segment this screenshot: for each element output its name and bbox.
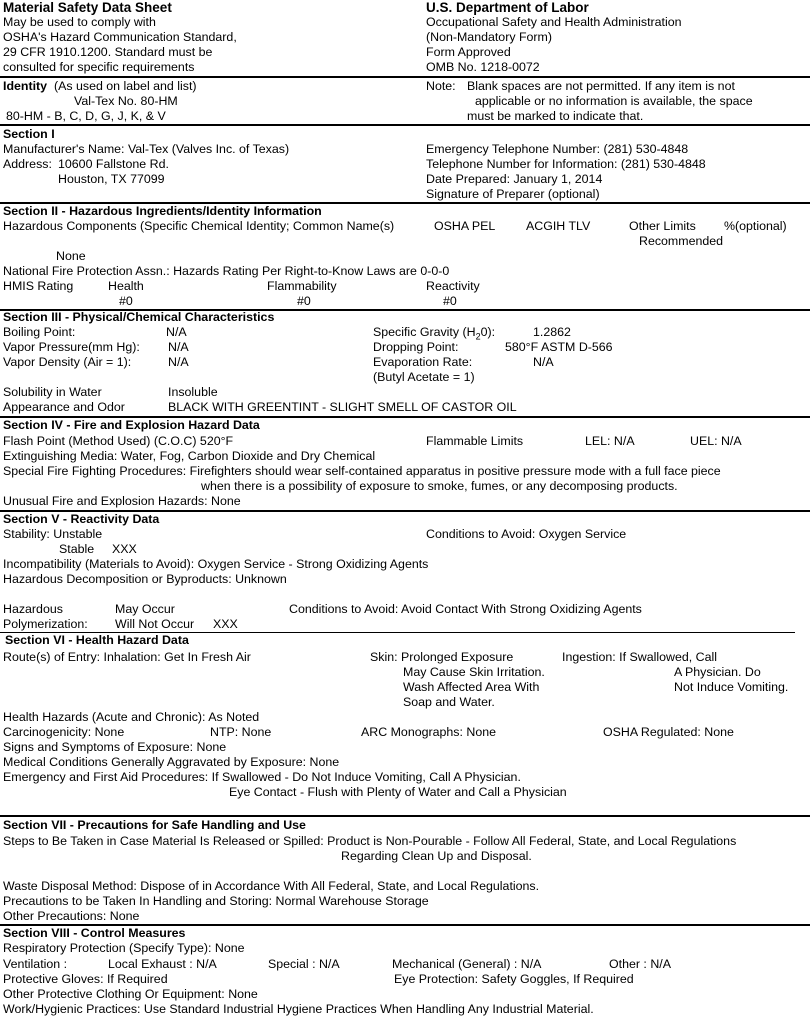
arc-monographs: ARC Monographs: None [361, 725, 496, 739]
vapor-pressure-label: Vapor Pressure(mm Hg): [3, 340, 140, 354]
note-line: applicable or no information is available, the space [475, 94, 753, 108]
protective-clothing: Other Protective Clothing Or Equipment: None [3, 987, 258, 1001]
identity-product: Val-Tex No. 80-HM [74, 94, 178, 108]
identity-label: Identity [3, 79, 48, 93]
incompatibility: Incompatibility (Materials to Avoid): Oxygen Service - Strong Oxidizing Agents [3, 557, 429, 571]
components-value: None [56, 249, 86, 263]
stability-conditions: Conditions to Avoid: Oxygen Service [426, 527, 627, 541]
date-prepared: Date Prepared: January 1, 2014 [426, 172, 603, 186]
header-left-line: OSHA's Hazard Communication Standard, [3, 30, 237, 44]
header-right-line: (Non-Mandatory Form) [426, 30, 552, 44]
hmis-label: HMIS Rating [3, 279, 74, 293]
hazardous-label: Hazardous [3, 602, 63, 616]
manufacturer-name: Manufacturer's Name: Val-Tex (Valves Inc. of Texas) [3, 142, 290, 156]
flammability-label: Flammability [267, 279, 337, 293]
identity-note: (As used on label and list) [53, 79, 197, 93]
address-label: Address: [3, 157, 52, 171]
section-2-title: Section II - Hazardous Ingredients/Identity Information [3, 204, 322, 218]
stable-mark: XXX [112, 542, 137, 556]
preparer-signature: Signature of Preparer (optional) [426, 187, 600, 201]
other-limits-heading: Other Limits [629, 219, 696, 233]
signs-symptoms: Signs and Symptoms of Exposure: None [3, 740, 227, 754]
dropping-point-label: Dropping Point: [373, 340, 459, 354]
vapor-density-label: Vapor Density (Air = 1): [3, 355, 132, 369]
identity-variants: 80-HM - B, C, D, G, J, K, & V [6, 109, 166, 123]
unusual-hazards: Unusual Fire and Explosion Hazards: None [3, 494, 241, 508]
identity-heading [3, 79, 197, 94]
reactivity-label: Reactivity [426, 279, 480, 293]
ventilation-label: Ventilation : [3, 957, 68, 971]
route-of-entry: Route(s) of Entry: Inhalation: Get In Fresh Air [3, 650, 251, 664]
health-value: #0 [119, 294, 133, 308]
other-limits-heading-2: Recommended [639, 234, 724, 248]
boiling-point-label: Boiling Point: [3, 325, 76, 339]
spill-steps-continued: Regarding Clean Up and Disposal. [341, 849, 532, 863]
section-6-title: Section VI - Health Hazard Data [5, 633, 189, 647]
info-phone: Telephone Number for Information: (281) 530-4848 [426, 157, 706, 171]
address-street: 10600 Fallstone Rd. [58, 157, 169, 171]
section-8-title: Section VIII - Control Measures [3, 926, 186, 940]
sg-label-text: Specific Gravity (H [373, 325, 476, 339]
vapor-density-value: N/A [168, 355, 189, 369]
sg-subscript: 2 [475, 331, 481, 342]
header-right-line: Form Approved [426, 45, 511, 59]
boiling-point-value: N/A [166, 325, 187, 339]
evaporation-rate-label: Evaporation Rate: [373, 355, 473, 369]
ntp: NTP: None [210, 725, 272, 739]
percent-heading: %(optional) [724, 219, 787, 233]
protective-gloves: Protective Gloves: If Required [3, 972, 168, 986]
note-line: must be marked to indicate that. [467, 109, 644, 123]
polymerization-conditions: Conditions to Avoid: Avoid Contact With Strong Oxidizing Agents [289, 602, 642, 616]
carcinogenicity: Carcinogenicity: None [3, 725, 125, 739]
first-aid-eye-contact: Eye Contact - Flush with Plenty of Water and Call a Physician [229, 785, 567, 799]
special-ventilation: Special : N/A [268, 957, 340, 971]
skin-line: Skin: Prolonged Exposure [370, 650, 514, 664]
solubility-value: Insoluble [168, 385, 218, 399]
health-hazards: Health Hazards (Acute and Chronic): As Noted [3, 710, 260, 724]
other-precautions: Other Precautions: None [3, 909, 140, 923]
extinguishing-media: Extinguishing Media: Water, Fog, Carbon Dioxide and Dry Chemical [3, 449, 376, 463]
section-3-title: Section III - Physical/Chemical Characteristics [3, 310, 275, 324]
divider [0, 815, 810, 817]
lel-value: LEL: N/A [585, 434, 635, 448]
divider [0, 124, 810, 126]
ingestion-line: A Physician. Do [674, 665, 761, 679]
medical-conditions: Medical Conditions Generally Aggravated by Exposure: None [3, 755, 340, 769]
polymerization-label: Polymerization: [3, 617, 88, 631]
will-not-occur-mark: XXX [213, 617, 238, 631]
evaporation-rate-reference: (Butyl Acetate = 1) [373, 370, 475, 384]
flammable-limits-label: Flammable Limits [426, 434, 524, 448]
header-right-line: OMB No. 1218-0072 [426, 60, 540, 74]
section-5-title: Section V - Reactivity Data [3, 512, 160, 526]
evaporation-rate-value: N/A [533, 355, 554, 369]
work-hygienic-practices: Work/Hygienic Practices: Use Standard Industrial Hygiene Practices When Handling Any Industrial Material. [3, 1002, 594, 1016]
components-heading: Hazardous Components (Specific Chemical Identity; Common Name(s) [3, 219, 395, 233]
agency-title: U.S. Department of Labor [426, 0, 589, 15]
note-line: Blank spaces are not permitted. If any item is not [467, 79, 735, 93]
header-left-line: 29 CFR 1910.1200. Standard must be [3, 45, 213, 59]
special-procedures: Special Fire Fighting Procedures: Firefighters should wear self-contained apparatus in positive pressure mode with a full face piece [3, 464, 721, 478]
waste-disposal: Waste Disposal Method: Dispose of in Accordance With All Federal, State, and Local Regulations. [3, 879, 540, 893]
reactivity-value: #0 [443, 294, 457, 308]
header-right-line: Occupational Safety and Health Administration [426, 15, 682, 29]
header-left-line: May be used to comply with [3, 15, 156, 29]
section-7-title: Section VII - Precautions for Safe Handling and Use [3, 818, 306, 832]
first-aid: Emergency and First Aid Procedures: If Swallowed - Do Not Induce Vomiting, Call A Physician. [3, 770, 521, 784]
will-not-occur: Will Not Occur [115, 617, 195, 631]
other-ventilation: Other : N/A [609, 957, 671, 971]
ingestion-line: Ingestion: If Swallowed, Call [562, 650, 717, 664]
osha-pel-heading: OSHA PEL [434, 219, 496, 233]
special-procedures-continued: when there is a possibility of exposure to smoke, fumes, or any decomposing products. [201, 479, 678, 493]
header-left-line: consulted for specific requirements [3, 60, 195, 74]
form-title: Material Safety Data Sheet [3, 0, 172, 15]
flash-point: Flash Point (Method Used) (C.O.C) 520°F [3, 434, 234, 448]
section-1-title: Section I [3, 127, 55, 141]
may-occur: May Occur [115, 602, 175, 616]
note-label: Note: [426, 79, 456, 93]
uel-value: UEL: N/A [690, 434, 742, 448]
solubility-label: Solubility in Water [3, 385, 102, 399]
sg-label-tail: 0): [480, 325, 496, 339]
stability-stable: Stable [59, 542, 95, 556]
eye-protection: Eye Protection: Safety Goggles, If Required [394, 972, 634, 986]
mechanical-ventilation: Mechanical (General) : N/A [392, 957, 542, 971]
skin-line: May Cause Skin Irritation. [403, 665, 545, 679]
vapor-pressure-value: N/A [168, 340, 189, 354]
flammability-value: #0 [297, 294, 311, 308]
appearance-value: BLACK WITH GREENTINT - SLIGHT SMELL OF CASTOR OIL [168, 400, 517, 414]
address-city: Houston, TX 77099 [58, 172, 165, 186]
divider [0, 76, 810, 78]
emergency-phone: Emergency Telephone Number: (281) 530-4848 [426, 142, 689, 156]
skin-line: Soap and Water. [403, 695, 495, 709]
section-4-title: Section IV - Fire and Explosion Hazard Data [3, 418, 260, 432]
health-label: Health [108, 279, 144, 293]
respiratory-protection: Respiratory Protection (Specify Type): None [3, 941, 245, 955]
decomposition: Hazardous Decomposition or Byproducts: Unknown [3, 572, 287, 586]
osha-regulated: OSHA Regulated: None [603, 725, 734, 739]
acgih-tlv-heading: ACGIH TLV [526, 219, 591, 233]
ingestion-line: Not Induce Vomiting. [674, 680, 789, 694]
appearance-label: Appearance and Odor [3, 400, 125, 414]
handling-storage: Precautions to be Taken In Handling and Storing: Normal Warehouse Storage [3, 894, 429, 908]
skin-line: Wash Affected Area With [403, 680, 540, 694]
local-exhaust: Local Exhaust : N/A [108, 957, 217, 971]
nfpa-rating: National Fire Protection Assn.: Hazards Rating Per Right-to-Know Laws are 0-0-0 [3, 264, 450, 278]
dropping-point-value: 580°F ASTM D-566 [505, 340, 613, 354]
spill-steps: Steps to Be Taken in Case Material Is Released or Spilled: Product is Non-Pourable - Follow All Federal, State, and Local Regulations [3, 834, 737, 848]
specific-gravity-value: 1.2862 [533, 325, 571, 339]
stability-unstable: Stability: Unstable [3, 527, 103, 541]
